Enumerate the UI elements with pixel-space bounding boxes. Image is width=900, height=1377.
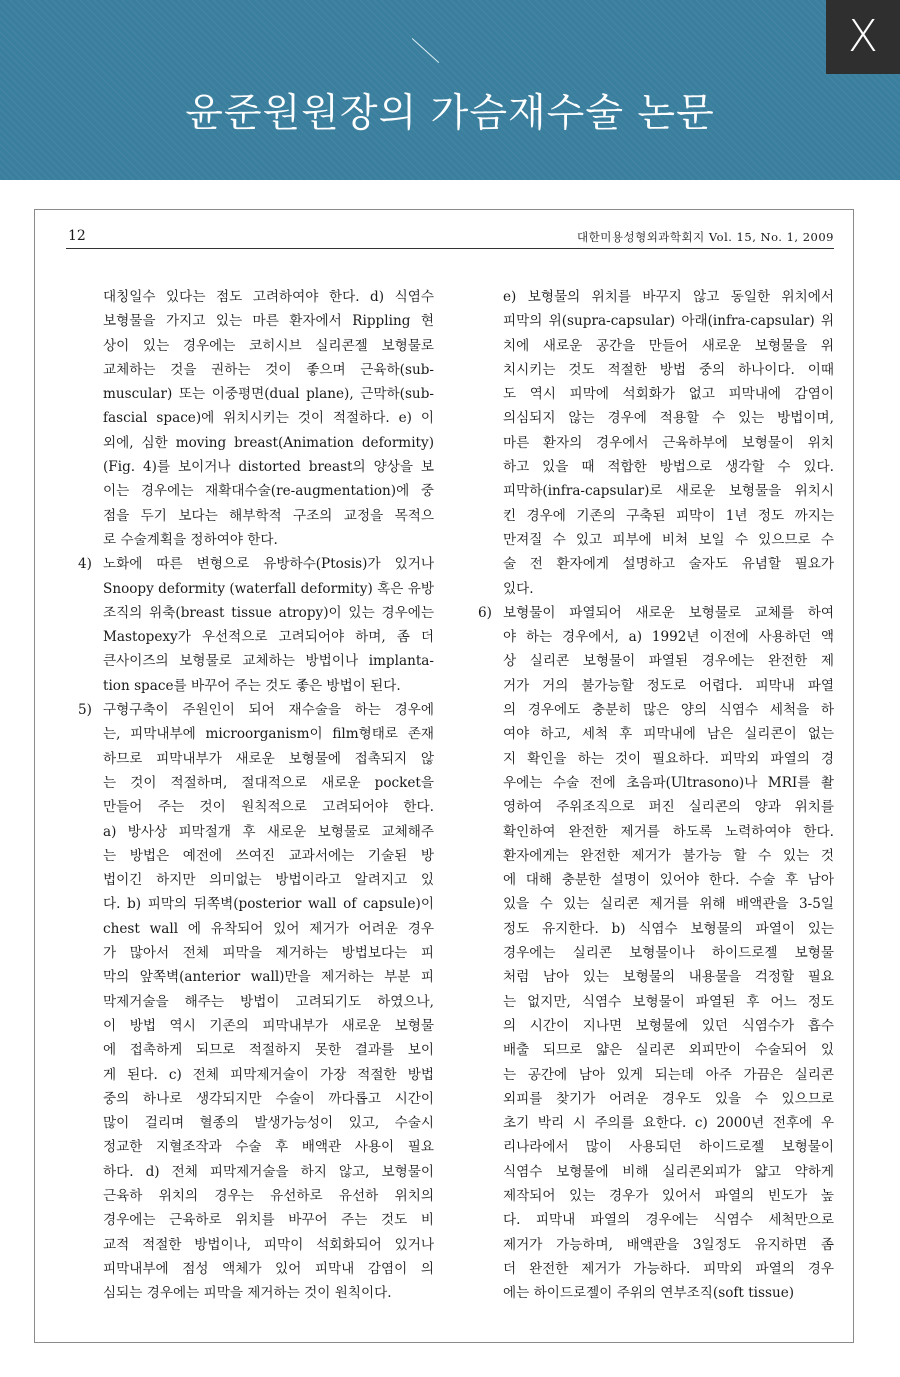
text-line: 교적 적절한 방법이나, 피막이 석회화되어 있거나	[103, 1236, 434, 1253]
title-banner	[0, 0, 900, 180]
text-line: 의 시간이 지나면 보형물에 있던 식염수가 흡수	[503, 1017, 834, 1034]
text-line: 피막내부에 점성 액체가 있어 피막내 감염이 의	[103, 1260, 434, 1277]
header-divider	[66, 248, 834, 249]
text-line: 피막의 위(supra-capsular) 아래(infra-capsular) 위	[503, 313, 834, 330]
text-line: tion space를 바꾸어 주는 것도 좋은 방법이 된다.	[103, 677, 401, 694]
text-line: 로 수술계획을 정하여야 한다.	[103, 531, 278, 548]
text-line: 는 공간에 남아 있게 되는데 아주 가끔은 실리콘	[503, 1066, 834, 1083]
text-line: 치에 새로운 공간을 만들어 새로운 보형물을 위	[503, 337, 834, 354]
text-line: 큰사이즈의 보형물로 교체하는 방법이나 implanta-	[103, 653, 434, 670]
list-item-line	[78, 552, 434, 576]
text-line: 거가 거의 불가능할 정도로 어렵다. 피막내 파열	[503, 677, 834, 694]
text-line: fascial space)에 위치시키는 것이 적절하다. e) 이	[103, 410, 434, 427]
text-line: chest wall 에 유착되어 있어 제거가 어려운 경우	[103, 920, 434, 937]
text-line: 보형물을 가지고 있는 마른 환자에서 Rippling 현	[103, 313, 434, 330]
text-line: 하고 있을 때 적합한 방법으로 생각할 수 있다.	[503, 459, 834, 476]
list-item-number: 6)	[478, 604, 492, 621]
text-line: 의 경우에도 충분히 많은 양의 식염수 세척을 하	[503, 702, 834, 719]
text-line: 는 없지만, 식염수 보형물이 파열된 후 어느 정도	[503, 993, 834, 1010]
text-line: 리나라에서 많이 사용되던 하이드로젤 보형물이	[503, 1139, 834, 1156]
text-line: 막제거술을 해주는 방법이 고려되기도 하였으나,	[103, 993, 434, 1010]
text-line: 는 것이 적절하며, 절대적으로 새로운 pocket을	[103, 774, 434, 791]
text-line: 배출 되므로 얇은 실리콘 외피만이 수술되어 있	[503, 1042, 834, 1059]
text-line: 만져질 수 있고 피부에 비쳐 보일 수 있으므로 수	[503, 531, 834, 548]
text-line: 더 완전한 제거가 가능하다. 피막외 파열의 경우	[503, 1260, 834, 1277]
text-line: 치시키는 것도 적절한 방법 중의 하나이다. 이때	[503, 361, 834, 378]
text-line: 게 된다. c) 전체 피막제거술이 가장 적절한 방법	[103, 1066, 434, 1083]
text-line: 점을 두기 보다는 해부학적 구조의 교정을 목적으	[103, 507, 434, 524]
text-line: 법이긴 하지만 의미없는 방법이라고 알려지고 있	[103, 872, 434, 889]
text-line: 처럼 남아 있는 보형물의 내용물을 걱정할 필요	[503, 969, 834, 986]
text-line: muscular) 또는 이중평면(dual plane), 근막하(sub-	[103, 386, 434, 403]
text-line: 마른 환자의 경우에서 근육하부에 보형물이 위치	[503, 434, 834, 451]
text-line: 조직의 위축(breast tissue atropy)이 있는 경우에는	[103, 604, 434, 621]
text-line: 이 방법 역시 기존의 피막내부가 새로운 보형물	[103, 1017, 434, 1034]
text-line: 외에, 심한 moving breast(Animation deformity)	[103, 434, 434, 451]
text-line: 다. b) 피막의 뒤쪽벽(posterior wall of capsule)이	[103, 896, 434, 913]
text-line: 영하여 주위조직으로 퍼진 실리콘의 양과 위치를	[503, 799, 834, 816]
text-line: 정교한 지혈조작과 수술 후 배액관 사용이 필요	[103, 1139, 434, 1156]
right-text-column	[478, 285, 834, 1305]
text-line: 초기 박리 시 주의를 요한다. c) 2000년 전후에 우	[503, 1115, 834, 1132]
text-line: 에 접촉하게 되므로 적절하지 못한 결과를 보이	[103, 1042, 434, 1059]
text-line: 의심되지 않는 경우에 적용할 수 있는 방법이며,	[503, 410, 834, 427]
text-line: 환자에게는 완전한 제거가 불가능 할 수 있는 것	[503, 847, 834, 864]
text-line: 경우에는 근육하로 위치를 바꾸어 주는 것도 비	[103, 1212, 434, 1229]
text-line: e) 보형물의 위치를 바꾸지 않고 동일한 위치에서	[503, 289, 834, 305]
text-line: 야 하는 경우에서, a) 1992년 이전에 사용하던 액	[503, 629, 834, 646]
text-line: 이는 경우에는 재확대수술(re-augmentation)에 중	[103, 483, 434, 500]
text-line: 다. 피막내 파열의 경우에는 식염수 세척만으로	[503, 1212, 834, 1229]
text-line: 많이 걸리며 혈종의 발생가능성이 있고, 수술시	[103, 1115, 434, 1132]
text-line: 식염수 보형물에 비해 실리콘외피가 얇고 약하게	[503, 1163, 834, 1180]
text-line: 정도 유지한다. b) 식염수 보형물의 파열이 있는	[503, 920, 834, 937]
text-line: 대칭일수 있다는 점도 고려하여야 한다. d) 식염수	[103, 289, 434, 305]
list-item-line	[78, 698, 434, 722]
text-line: 에는 하이드로젤이 주위의 연부조직(soft tissue)	[503, 1285, 795, 1302]
list-item-text: 노화에 따른 변형으로 유방하수(Ptosis)가 있거나	[103, 556, 434, 573]
text-line: 경우에는 실리콘 보형물이나 하이드로젤 보형물	[503, 945, 834, 962]
text-line: 술 전 환자에게 설명하고 술자도 유념할 필요가	[503, 556, 834, 573]
journal-running-header: 대한미용성형외과학회지 Vol. 15, No. 1, 2009	[577, 230, 834, 244]
text-line: 교체하는 것을 권하는 것이 좋으며 근육하(sub-	[103, 361, 434, 378]
text-line: 있다.	[503, 580, 534, 597]
text-line: 상 실리콘 보형물이 파열된 경우에는 완전한 제	[503, 653, 834, 670]
text-line: 상이 있는 경우에는 코히시브 실리콘젤 보형물로	[103, 337, 434, 354]
text-line: 피막하(infra-capsular)로 새로운 보형물을 위치시	[503, 483, 834, 500]
text-line: 막의 앞쪽벽(anterior wall)만을 제거하는 부분 피	[103, 969, 434, 986]
text-line: 제작되어 있는 경우가 있어서 파열의 빈도가 높	[503, 1187, 834, 1204]
text-line: 하다. d) 전체 피막제거술을 하지 않고, 보형물이	[103, 1163, 434, 1180]
text-line: 심되는 경우에는 피막을 제거하는 것이 원칙이다.	[103, 1285, 392, 1302]
text-line: a) 방사상 피막절개 후 새로운 보형물로 교체해주	[103, 823, 434, 840]
text-line: 킨 경우에 기존의 구축된 피막이 1년 정도 까지는	[503, 507, 834, 524]
text-line: Snoopy deformity (waterfall deformity) 혹은 유방	[103, 580, 434, 597]
text-line: 에 대해 충분한 설명이 있어야 한다. 수술 후 남아	[503, 872, 834, 889]
text-line: 지 확인을 하는 것이 필요하다. 피막외 파열의 경	[503, 750, 834, 767]
text-line: 가 많아서 전체 피막을 제거하는 방법보다는 피	[103, 945, 434, 962]
text-line: 도 역시 피막에 석회화가 없고 피막내에 감염이	[503, 386, 834, 403]
text-line: 있을 수 있는 실리콘 제거를 위해 배액관을 3-5일	[503, 896, 834, 913]
text-line: 중의 하나로 생각되지만 수술이 까다롭고 시간이	[103, 1090, 434, 1107]
text-line: 확인하여 완전한 제거를 하도록 노력하여야 한다.	[503, 823, 834, 840]
text-line: 는, 피막내부에 microorganism이 film형태로 존재	[103, 726, 434, 743]
text-line: (Fig. 4)를 보이거나 distorted breast의 양상을 보	[103, 459, 434, 476]
list-item-line	[478, 601, 834, 625]
text-line: 우에는 수술 전에 초음파(Ultrasono)나 MRI를 촬	[503, 774, 834, 791]
left-text-column	[78, 285, 434, 1305]
list-item-number: 5)	[78, 702, 92, 719]
text-line: 하므로 피막내부가 새로운 보형물에 접촉되지 않	[103, 750, 434, 767]
page-number: 12	[68, 228, 86, 244]
text-line: 는 방법은 예전에 쓰여진 교과서에는 기술된 방	[103, 847, 434, 864]
text-line: Mastopexy가 우선적으로 고려되어야 하며, 좀 더	[103, 629, 434, 646]
text-line: 제거가 가능하며, 배액관을 3일정도 유지하면 좀	[503, 1236, 834, 1253]
list-item-text: 구형구축이 주원인이 되어 재수술을 하는 경우에	[103, 702, 434, 719]
text-line: 근육하 위치의 경우는 유선하로 유선하 위치의	[103, 1187, 434, 1204]
list-item-number: 4)	[78, 556, 92, 573]
text-line: 외피를 찾기가 어려운 경우도 있을 수 있으므로	[503, 1090, 834, 1107]
list-item-text: 보형물이 파열되어 새로운 보형물로 교체를 하여	[503, 604, 834, 621]
page-title: 윤준원원장의 가슴재수술 논문	[185, 91, 715, 136]
text-line: 여야 하고, 세척 후 피막내에 남은 실리콘이 없는	[503, 726, 834, 743]
text-line: 만들어 주는 것이 원칙적으로 고려되어야 한다.	[103, 799, 434, 816]
close-button[interactable]: X	[826, 0, 900, 74]
